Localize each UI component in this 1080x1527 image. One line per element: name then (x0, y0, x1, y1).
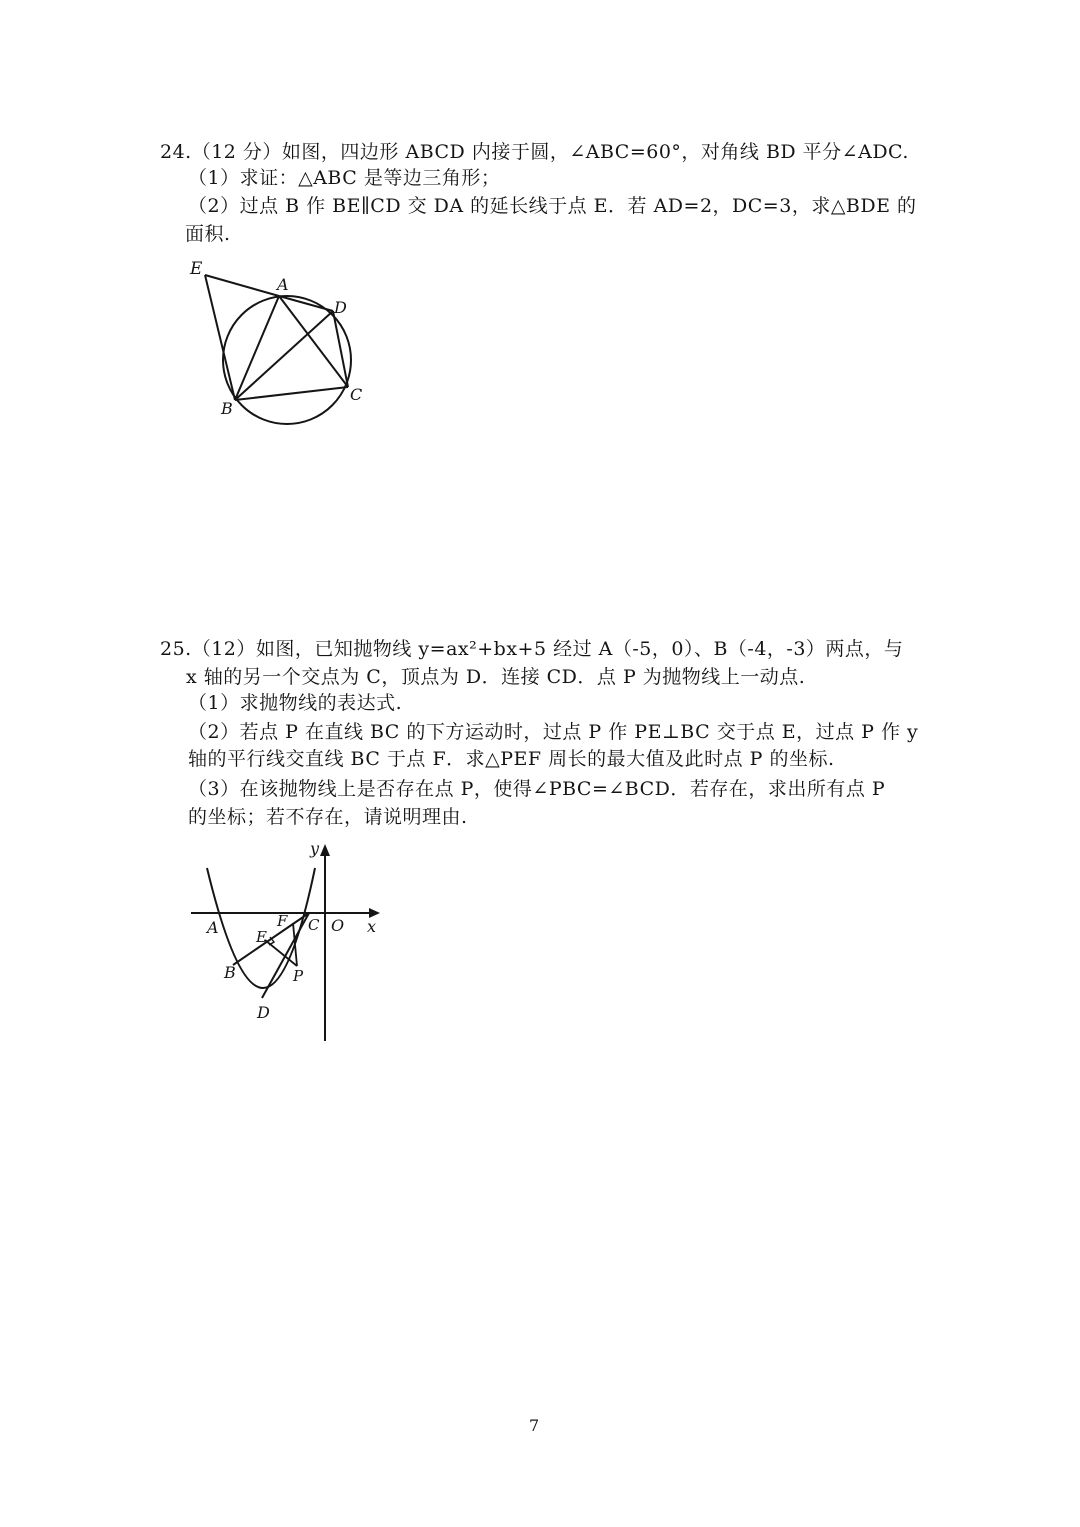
y-axis-arrow-icon (320, 844, 330, 856)
q25-label-D: D (257, 1003, 270, 1022)
q24-label-E: E (190, 259, 203, 279)
q25-label-E: E (256, 928, 267, 946)
q24-label-C: C (350, 385, 363, 404)
q25-label-y: y (310, 839, 320, 858)
q25-label-A: A (207, 918, 219, 937)
q24-part1: （1）求证：△ABC 是等边三角形； (188, 167, 501, 189)
q25-line1: 25.（12）如图，已知抛物线 y=ax²+bx+5 经过 A（-5，0）、B（-4，-3）两点，与 (160, 638, 904, 660)
q25-label-x: x (367, 917, 377, 936)
q24-segment-EA (205, 275, 279, 296)
q25-label-P: P (293, 967, 304, 985)
q25-label-C: C (308, 916, 320, 934)
q25-part3b: 的坐标；若不存在，请说明理由. (188, 806, 468, 828)
page-number: 7 (529, 1416, 540, 1435)
q24-label-B: B (221, 399, 233, 418)
q25-part2a: （2）若点 P 在直线 BC 的下方运动时，过点 P 作 PE⊥BC 交于点 E，过点 P 作 y (188, 721, 919, 743)
q24-segment-EB (205, 275, 235, 400)
q24-label-A: A (277, 275, 289, 294)
q24-figure (180, 250, 380, 430)
q24-circle (223, 296, 351, 424)
q25-label-F: F (277, 912, 288, 930)
q24-segment-BC (235, 387, 348, 400)
q24-part2b: 面积. (185, 223, 231, 245)
q25-part2b: 轴的平行线交直线 BC 于点 F．求△PEF 周长的最大值及此时点 P 的坐标. (188, 748, 835, 770)
q24-segment-AB (235, 296, 279, 400)
q25-segment-PF (293, 923, 297, 966)
q24-part2a: （2）过点 B 作 BE∥CD 交 DA 的延长线于点 E．若 AD=2，DC=3，求△BDE 的 (188, 195, 917, 217)
q25-label-B: B (224, 963, 236, 982)
q24-segment-BD (235, 311, 333, 400)
q25-part3a: （3）在该抛物线上是否存在点 P，使得∠PBC=∠BCD．若存在，求出所有点 P (188, 778, 886, 800)
q24-line1: 24.（12 分）如图，四边形 ABCD 内接于圆，∠ABC=60°，对角线 BD 平分∠ADC. (160, 141, 909, 163)
q25-part1: （1）求抛物线的表达式. (188, 692, 403, 714)
q24-label-D: D (334, 298, 347, 317)
q25-line2: x 轴的另一个交点为 C，顶点为 D．连接 CD．点 P 为抛物线上一动点. (186, 666, 806, 688)
q25-figure (185, 838, 395, 1048)
q25-label-O: O (331, 916, 345, 935)
